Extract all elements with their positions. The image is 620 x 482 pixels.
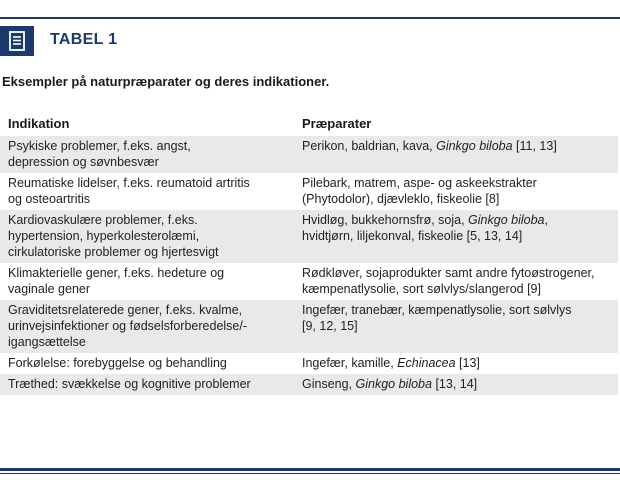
species-name: Ginkgo biloba xyxy=(355,377,432,391)
indication-cell xyxy=(0,353,298,374)
preparations-line xyxy=(302,355,612,371)
preparations-cell xyxy=(298,210,618,263)
table-label: TABEL 1 xyxy=(50,31,118,48)
indication-line: depression og søvnbesvær xyxy=(8,155,159,169)
table-row xyxy=(0,353,618,374)
indication-line: hypertension, hyperkolesterolæmi, xyxy=(8,229,200,243)
indication-line: urinvejsinfektioner og fødselsforberedelse/- xyxy=(8,319,248,333)
indication-cell xyxy=(0,263,298,300)
preparations-cell xyxy=(298,374,618,395)
indication-cell xyxy=(0,374,298,395)
column-header-indication: Indikation xyxy=(8,116,70,131)
preparations-cell xyxy=(298,300,618,353)
table-caption: Eksempler på naturpræparater og deres indikationer. xyxy=(2,74,330,89)
indication-line: Psykiske problemer, f.eks. angst, xyxy=(8,139,191,153)
table-row xyxy=(0,136,618,173)
species-name: Ginkgo biloba xyxy=(436,139,513,153)
indication-line: Forkølelse: forebyggelse og behandling xyxy=(8,356,227,370)
species-name: Ginkgo biloba xyxy=(468,213,545,227)
indication-line: Reumatiske lidelser, f.eks. reumatoid artritis xyxy=(8,176,250,190)
indication-line: og osteoartritis xyxy=(8,192,90,206)
preparations-line xyxy=(302,376,612,392)
preparations-line xyxy=(302,281,612,297)
table-row xyxy=(0,263,618,300)
preparations-text: Hvidløg, bukkehornsfrø, soja, xyxy=(302,213,469,227)
preparations-text: [13, 14] xyxy=(431,377,478,391)
table-badge xyxy=(0,26,34,56)
preparations-text: Ingefær, kamille, xyxy=(302,356,398,370)
preparations-line xyxy=(302,228,612,244)
preparations-text: [9, 12, 15] xyxy=(302,319,358,333)
indication-line: Kardiovaskulære problemer, f.eks. xyxy=(8,213,198,227)
indication-line: Træthed: svækkelse og kognitive problemer xyxy=(8,377,251,391)
species-name: Echinacea xyxy=(397,356,456,370)
table-row xyxy=(0,173,618,210)
indication-line: Klimakterielle gener, f.eks. hedeture og xyxy=(8,266,225,280)
table-row xyxy=(0,300,618,353)
bottom-rule-thin xyxy=(0,473,620,474)
indication-cell xyxy=(0,210,298,263)
preparations-line xyxy=(302,265,612,281)
preparations-cell xyxy=(298,353,618,374)
indication-cell xyxy=(0,173,298,210)
table-row xyxy=(0,374,618,395)
indication-line: Graviditetsrelaterede gener, f.eks. kvalme, xyxy=(8,303,243,317)
preparations-line xyxy=(302,191,612,207)
indication-line: vaginale gener xyxy=(8,282,91,296)
column-header-preparations: Præparater xyxy=(302,116,372,131)
preparations-text: Pilebark, matrem, aspe- og askeekstrakter xyxy=(302,176,537,190)
preparations-text: Ingefær, tranebær, kæmpenatlysolie, sort sølvlys xyxy=(302,303,572,317)
preparations-line xyxy=(302,175,612,191)
preparations-text: Rødkløver, sojaprodukter samt andre fytoøstrogener, xyxy=(302,266,595,280)
indication-cell xyxy=(0,300,298,353)
preparations-cell xyxy=(298,263,618,300)
preparations-text: (Phytodolor), djævleklo, fiskeolie [8] xyxy=(302,192,500,206)
preparations-text: Ginseng, xyxy=(302,377,356,391)
table-header-row xyxy=(0,112,618,136)
bottom-rule xyxy=(0,468,620,471)
preparations-line xyxy=(302,138,612,154)
preparations-text: kæmpenatlysolie, sort sølvlys/slangerod [9] xyxy=(302,282,541,296)
table-row xyxy=(0,210,618,263)
preparations-line xyxy=(302,302,612,318)
preparations-cell xyxy=(298,136,618,173)
preparations-text: [11, 13] xyxy=(512,139,557,153)
indication-cell xyxy=(0,136,298,173)
preparations-line xyxy=(302,212,612,228)
top-rule xyxy=(0,17,620,19)
preparations-line xyxy=(302,318,612,334)
document-list-icon xyxy=(9,31,25,51)
preparations-table xyxy=(0,112,618,395)
preparations-text: hvidtjørn, liljekonval, fiskeolie [5, 13, 14] xyxy=(302,229,523,243)
preparations-text: [13] xyxy=(455,356,480,370)
preparations-text: , xyxy=(544,213,548,227)
indication-line: cirkulatoriske problemer og hjertesvigt xyxy=(8,245,219,259)
indication-line: igangsættelse xyxy=(8,335,86,349)
preparations-text: Perikon, baldrian, kava, xyxy=(302,139,437,153)
table-body xyxy=(0,136,618,395)
preparations-cell xyxy=(298,173,618,210)
